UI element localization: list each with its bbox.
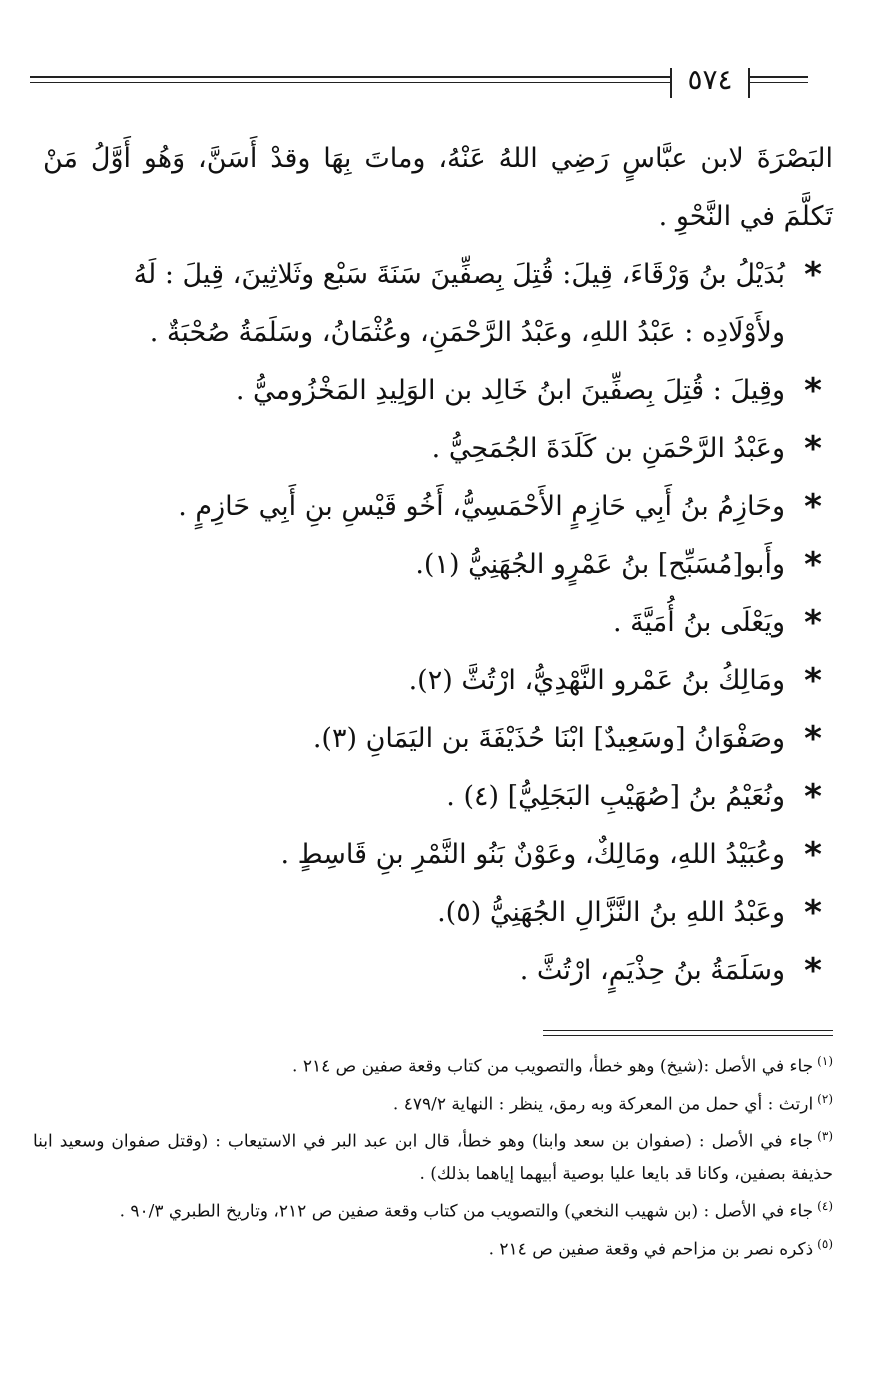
entry-text: وأَبو[مُسَبِّح] بنُ عَمْرٍو الجُهَنِيُّ (١).: [415, 549, 785, 580]
asterisk-icon: *: [804, 661, 822, 701]
list-item: [43, 362, 833, 420]
page-header: [30, 62, 808, 106]
list-item: [43, 884, 833, 942]
footnote-text: جاء في الأصل : (بن شهيب النخعي) والتصويب من كتاب وقعة صفين ص ٢١٢، وتاريخ الطبري ٩٠/٣ .: [119, 1201, 814, 1222]
header-divider: [748, 68, 750, 98]
asterisk-icon: *: [804, 719, 822, 759]
asterisk-icon: *: [804, 255, 822, 295]
footnote-text: ارتث : أي حمل من المعركة وبه رمق، ينظر : النهاية ٤٧٩/٢ .: [392, 1094, 814, 1115]
entry-text: ومَالِكُ بنُ عَمْرو النَّهْدِيُّ، ارْتُثَّ (٢).: [408, 665, 785, 696]
entry-text: وقِيلَ : قُتِلَ بِصفِّينَ ابنُ خَالِد بن الوَلِيدِ المَخْزُوميُّ .: [235, 375, 785, 406]
header-rule: [30, 76, 670, 78]
list-item: [43, 652, 833, 710]
footnote-mark: (٣): [817, 1129, 833, 1144]
entry-text: وحَازِمُ بنُ أَبِي حَازِمٍ الأَحْمَسِيُّ، أَخُو قَيْسِ بنِ أَبِي حَازِمٍ .: [178, 491, 785, 522]
main-text: [43, 130, 833, 1000]
asterisk-icon: *: [804, 835, 822, 875]
footnote-text: جاء في الأصل : (صفوان بن سعد وابنا) وهو خطأ، قال ابن عبد البر في الاستيعاب : (وقتل صفوان وسعيد ابنا حذيفة بصفين، وكانا قد بايعا عليا بوصية أبيهما إياهما بذلك) .: [33, 1131, 833, 1184]
footnote: [33, 1083, 833, 1121]
list-item: [43, 420, 833, 478]
list-item: [43, 478, 833, 536]
entry-text: ونُعَيْمُ بنُ [صُهَيْبِ البَجَلِيُّ] (٤) .: [446, 781, 785, 812]
page-number: ٥٧٤: [687, 63, 733, 96]
footnote-mark: (٢): [817, 1091, 833, 1106]
footnote: [33, 1190, 833, 1228]
asterisk-icon: *: [804, 777, 822, 817]
footnote-divider: [543, 1035, 833, 1036]
footnote: [33, 1228, 833, 1266]
entry-text: ويَعْلَى بنُ أُمَيَّةَ .: [612, 607, 785, 638]
list-item: [43, 710, 833, 768]
footnote-text: جاء في الأصل :(شيخ) وهو خطأ، والتصويب من كتاب وقعة صفين ص ٢١٤ .: [292, 1056, 814, 1077]
footnote: [33, 1120, 833, 1190]
entry-text: وصَفْوَانُ [وسَعِيدٌ] ابْنَا حُذَيْفَةَ بن اليَمَانِ (٣).: [312, 723, 785, 754]
list-item: [43, 594, 833, 652]
footnote-text: ذكره نصر بن مزاحم في وقعة صفين ص ٢١٤ .: [488, 1239, 814, 1260]
header-rule: [30, 82, 670, 83]
footnote-divider: [543, 1030, 833, 1031]
footnote: [33, 1045, 833, 1083]
entry-text: وعَبْدُ الرَّحْمَنِ بن كَلَدَةَ الجُمَحِيُّ .: [431, 433, 785, 464]
header-rule: [748, 76, 808, 78]
asterisk-icon: *: [804, 893, 822, 933]
list-item: [43, 768, 833, 826]
intro-paragraph: البَصْرَةَ لابن عبَّاسٍ رَضِي اللهُ عَنْهُ، وماتَ بِهَا وقدْ أَسَنَّ، وَهُو أَوَّلُ مَنْ تَكلَّمَ في النَّحْوِ .: [43, 143, 833, 232]
footnotes: [33, 1045, 833, 1265]
footnote-mark: (٤): [817, 1198, 833, 1213]
asterisk-icon: *: [804, 371, 822, 411]
entry-text: وعَبْدُ اللهِ بنُ النَّزَّالِ الجُهَنِيُّ (٥).: [437, 897, 785, 928]
entry-text: بُدَيْلُ بنُ وَرْقَاءَ، قِيلَ: قُتِلَ بِصفِّينَ سَنَةَ سَبْع وثَلاثِينَ، قِيلَ : لَهُ ولأَوْلَادِه : عَبْدُ اللهِ، وعَبْدُ الرَّحْمَنِ، وعُثْمَانُ، وسَلَمَةُ صُحْبَةٌ .: [133, 259, 785, 348]
header-divider: [670, 68, 672, 98]
entry-text: وعُبَيْدُ اللهِ، ومَالِكٌ، وعَوْنٌ بَنُو النَّمْرِ بنِ قَاسِطٍ .: [280, 839, 785, 870]
asterisk-icon: *: [804, 603, 822, 643]
list-item: [43, 536, 833, 594]
footnote-mark: (٥): [817, 1236, 833, 1251]
list-item: [43, 942, 833, 1000]
list-item: [43, 246, 833, 362]
entry-text: وسَلَمَةُ بنُ حِذْيَمٍ، ارْتُثَّ .: [519, 955, 785, 986]
footnote-mark: (١): [817, 1054, 833, 1068]
asterisk-icon: *: [804, 951, 822, 991]
list-item: [43, 826, 833, 884]
asterisk-icon: *: [804, 487, 822, 527]
header-rule: [748, 82, 808, 83]
asterisk-icon: *: [804, 429, 822, 469]
asterisk-icon: *: [804, 545, 822, 585]
